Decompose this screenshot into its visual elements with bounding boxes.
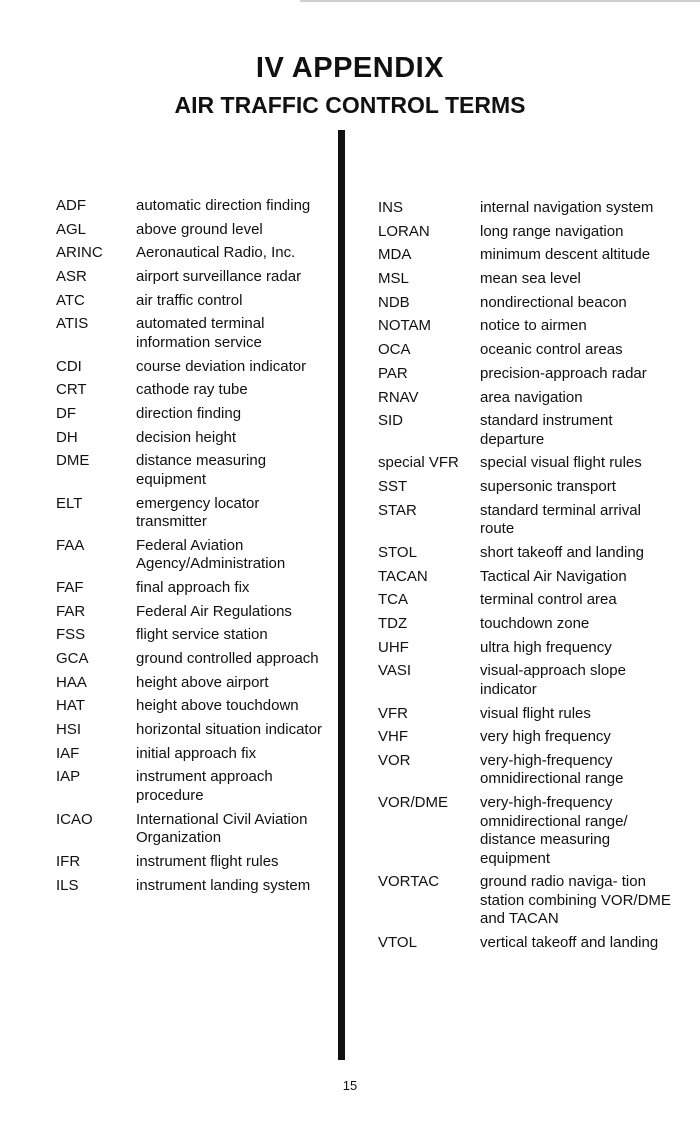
term-abbreviation: GCA [56, 650, 89, 667]
term-abbreviation: TCA [378, 591, 408, 609]
term-entry [56, 650, 328, 669]
term-entry [56, 429, 328, 448]
term-definition: very-high-frequency omnidirectional range [480, 751, 624, 788]
term-abbreviation: CDI [56, 357, 82, 375]
term-definition: terminal control area [480, 591, 617, 609]
term-abbreviation: NOTAM [378, 317, 432, 335]
term-abbreviation: VFR [378, 704, 408, 722]
term-definition: initial approach fix [136, 744, 257, 762]
term-entry [56, 877, 328, 896]
term-abbreviation: HAA [56, 673, 87, 691]
term-abbreviation: DH [56, 428, 78, 446]
term-definition: touchdown zone [480, 615, 590, 632]
term-abbreviation: SST [378, 478, 408, 496]
term-definition: Aeronautical Radio, Inc. [136, 244, 296, 262]
term-abbreviation: FAF [56, 578, 84, 596]
term-definition: decision height [136, 428, 237, 446]
term-definition: special visual flight rules [480, 454, 642, 472]
term-definition: Federal Air Regulations [136, 602, 292, 620]
term-abbreviation: ADF [56, 197, 86, 214]
term-entry [378, 199, 678, 218]
term-entry [378, 341, 678, 360]
term-abbreviation: ARINC [56, 244, 103, 262]
term-entry [378, 705, 678, 724]
term-definition: oceanic control areas [480, 341, 623, 359]
term-entry [56, 603, 328, 622]
term-abbreviation: VOR [378, 751, 411, 769]
term-abbreviation: RNAV [378, 388, 419, 406]
term-definition: cathode ray tube [136, 381, 248, 399]
term-entry [56, 358, 328, 377]
term-definition: automatic direction finding [136, 197, 311, 214]
term-abbreviation: VTOL [378, 934, 417, 951]
column-divider [338, 130, 345, 1060]
term-abbreviation: HSI [56, 721, 82, 739]
term-entry [56, 452, 328, 489]
term-entry [378, 294, 678, 313]
term-entry [56, 268, 328, 287]
term-abbreviation: STOL [378, 543, 417, 561]
term-definition: standard instrument departure [480, 412, 613, 448]
term-definition: automated terminal information service [136, 315, 265, 351]
term-entry [378, 934, 678, 953]
term-abbreviation: DF [56, 405, 76, 422]
term-definition: ultra high frequency [480, 638, 612, 656]
left-term-column [56, 197, 328, 900]
term-abbreviation: IAF [56, 744, 80, 762]
term-entry [378, 544, 678, 563]
term-entry [378, 662, 678, 699]
term-definition: internal navigation system [480, 199, 654, 216]
term-definition: height above airport [136, 673, 269, 691]
term-definition: emergency locator transmitter [136, 494, 260, 531]
term-definition: instrument flight rules [136, 852, 279, 870]
term-definition: above ground level [136, 220, 263, 238]
term-entry [378, 639, 678, 658]
term-definition: nondirectional beacon [480, 293, 627, 311]
term-abbreviation: LORAN [378, 222, 430, 240]
term-definition: mean sea level [480, 270, 581, 288]
term-abbreviation: ATC [56, 291, 85, 309]
term-definition: ground radio naviga- tion station combining VOR/DME and TACAN [480, 873, 671, 928]
term-definition: long range navigation [480, 222, 624, 240]
term-abbreviation: CRT [56, 381, 87, 399]
term-abbreviation: VASI [378, 662, 412, 680]
term-abbreviation: FAA [56, 536, 85, 554]
term-entry [56, 197, 328, 216]
term-abbreviation: FAR [56, 602, 86, 620]
term-entry [378, 615, 678, 634]
term-definition: minimum descent altitude [480, 246, 651, 264]
term-entry [56, 537, 328, 574]
term-entry [378, 502, 678, 539]
term-abbreviation: special VFR [378, 454, 459, 472]
term-definition: height above touchdown [136, 697, 299, 715]
term-definition: direction finding [136, 405, 242, 422]
term-definition: precision-approach radar [480, 364, 647, 382]
term-abbreviation: ELT [56, 494, 83, 512]
term-entry [378, 591, 678, 610]
term-entry [378, 478, 678, 497]
top-edge-line [300, 0, 700, 2]
term-abbreviation: PAR [378, 364, 408, 382]
term-definition: ground controlled approach [136, 650, 319, 667]
term-entry [56, 495, 328, 532]
term-entry [378, 317, 678, 336]
term-definition: vertical takeoff and landing [480, 934, 659, 951]
term-entry [56, 811, 328, 848]
term-entry [378, 794, 678, 868]
term-entry [56, 674, 328, 693]
term-abbreviation: VORTAC [378, 873, 440, 891]
term-entry [378, 223, 678, 242]
term-entry [378, 270, 678, 289]
term-abbreviation: ASR [56, 268, 87, 286]
term-definition: instrument landing system [136, 876, 311, 894]
term-abbreviation: OCA [378, 341, 411, 359]
term-definition: final approach fix [136, 578, 250, 596]
term-entry [56, 244, 328, 263]
term-entry [378, 246, 678, 265]
term-definition: notice to airmen [480, 317, 587, 335]
term-abbreviation: MDA [378, 246, 412, 264]
term-abbreviation: DME [56, 452, 90, 470]
term-entry [56, 405, 328, 424]
term-entry [56, 768, 328, 805]
term-entry [378, 365, 678, 384]
page-subtitle: AIR TRAFFIC CONTROL TERMS [174, 92, 526, 118]
term-definition: International Civil Aviation Organization [136, 810, 308, 847]
term-definition: air traffic control [136, 291, 243, 309]
term-entry [56, 381, 328, 400]
term-entry [56, 626, 328, 645]
term-entry [56, 853, 328, 872]
term-abbreviation: STAR [378, 501, 417, 519]
term-abbreviation: VOR/DME [378, 794, 449, 812]
page-number: 15 [342, 1078, 358, 1093]
term-definition: Tactical Air Navigation [480, 567, 627, 585]
term-definition: visual-approach slope indicator [480, 662, 626, 698]
term-entry [56, 745, 328, 764]
term-definition: airport surveillance radar [136, 268, 302, 286]
term-abbreviation: UHF [378, 638, 409, 656]
term-abbreviation: NDB [378, 293, 410, 311]
term-abbreviation: TDZ [378, 615, 408, 632]
term-definition: distance measuring equipment [136, 452, 267, 488]
term-abbreviation: VHF [378, 728, 408, 746]
term-entry [378, 728, 678, 747]
term-abbreviation: IFR [56, 852, 81, 870]
term-entry [378, 568, 678, 587]
page-title: IV APPENDIX [255, 52, 445, 84]
term-abbreviation: ILS [56, 876, 79, 894]
term-abbreviation: AGL [56, 220, 87, 238]
term-abbreviation: INS [378, 199, 404, 216]
term-abbreviation: MSL [378, 270, 409, 288]
term-definition: course deviation indicator [136, 357, 307, 375]
right-term-column [378, 199, 678, 958]
term-abbreviation: HAT [56, 697, 85, 715]
term-definition: flight service station [136, 626, 268, 644]
term-abbreviation: ATIS [56, 315, 89, 333]
term-abbreviation: IAP [56, 768, 81, 786]
term-definition: horizontal situation indicator [136, 721, 322, 739]
term-entry [56, 579, 328, 598]
term-entry [378, 873, 678, 929]
term-abbreviation: TACAN [378, 567, 428, 585]
term-abbreviation: ICAO [56, 810, 93, 828]
term-entry [56, 292, 328, 311]
term-definition: Federal Aviation Agency/Administration [136, 536, 286, 573]
term-entry [378, 412, 678, 449]
term-definition: supersonic transport [480, 478, 616, 496]
term-entry [56, 721, 328, 740]
term-entry [56, 697, 328, 716]
term-entry [378, 454, 678, 473]
term-definition: visual flight rules [480, 704, 591, 722]
term-definition: area navigation [480, 388, 583, 406]
term-abbreviation: SID [378, 412, 404, 430]
term-definition: instrument approach procedure [136, 768, 273, 804]
term-definition: very-high-frequency omnidirectional range/ distance measuring equipment [480, 794, 628, 867]
term-entry [56, 315, 328, 352]
term-entry [56, 221, 328, 240]
term-definition: short takeoff and landing [480, 543, 645, 561]
term-definition: standard terminal arrival route [480, 501, 641, 538]
term-definition: very high frequency [480, 728, 611, 746]
term-abbreviation: FSS [56, 626, 86, 644]
term-entry [378, 389, 678, 408]
term-entry [378, 752, 678, 789]
